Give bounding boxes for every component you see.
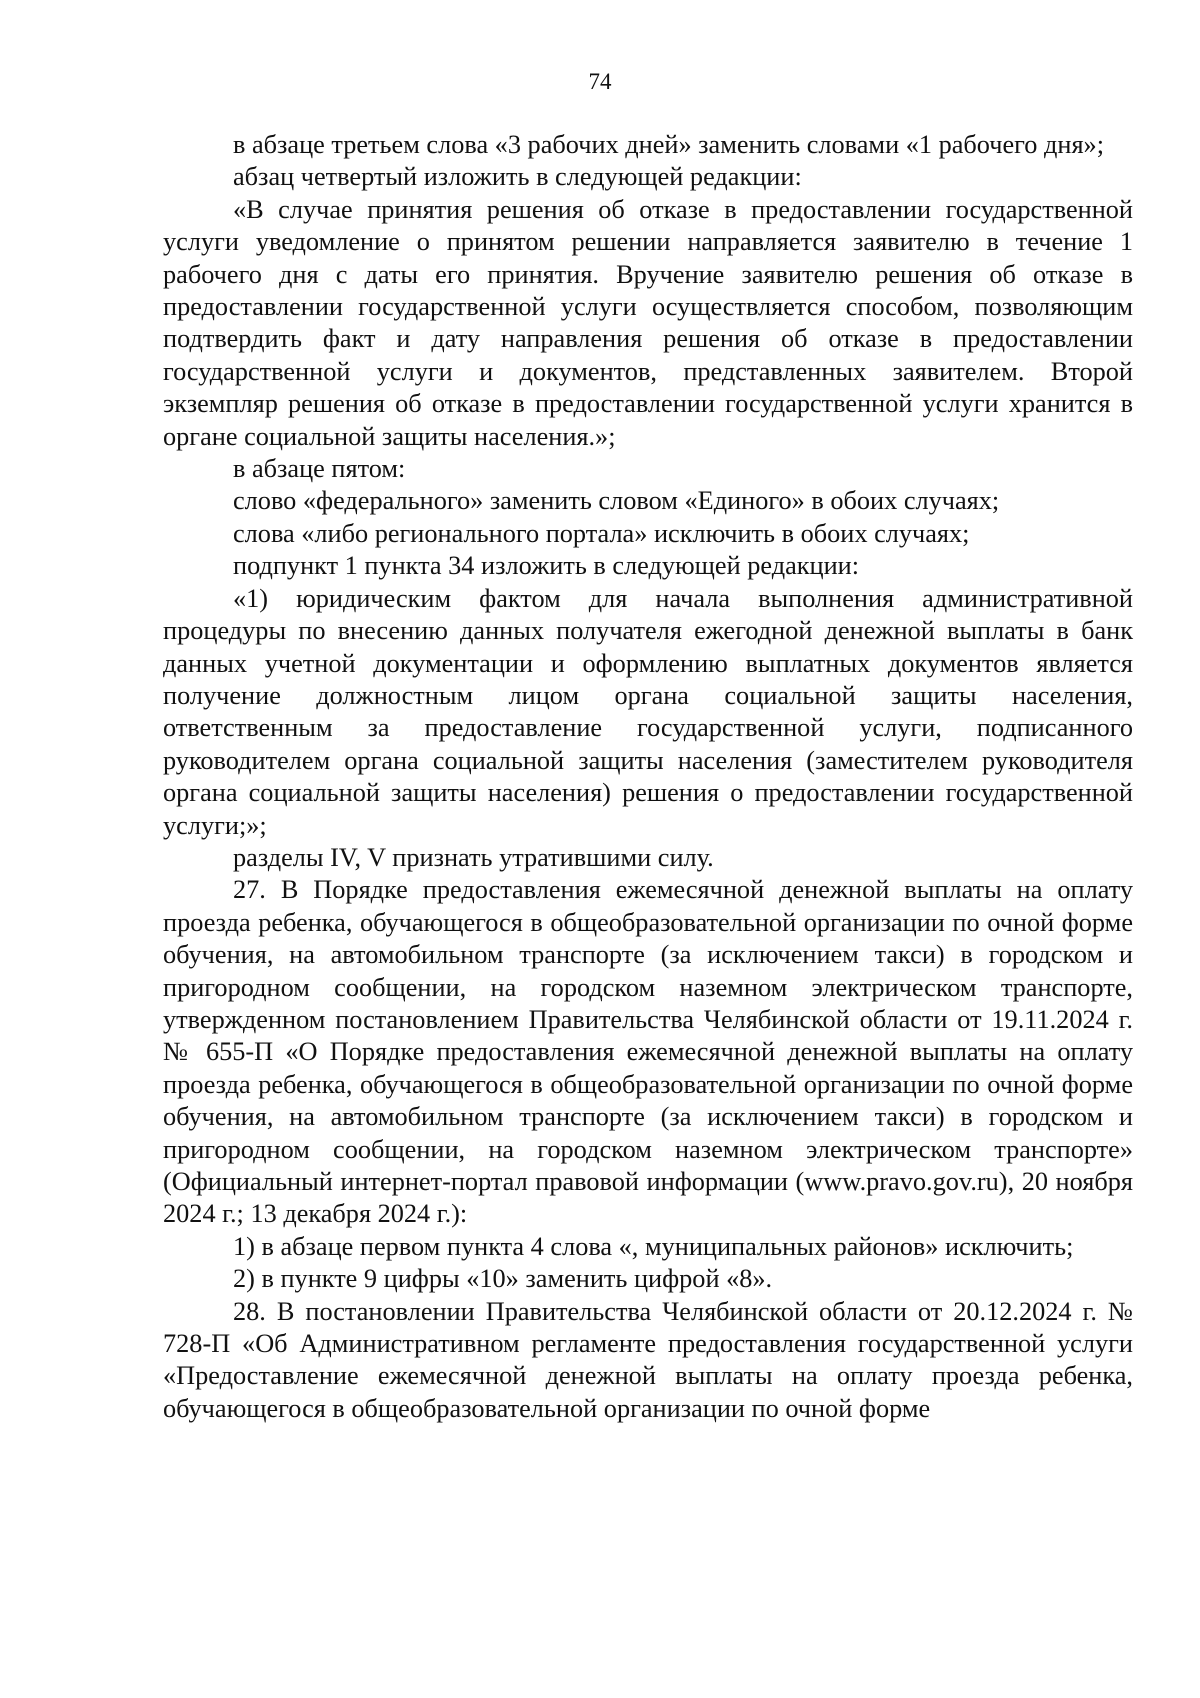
paragraph: в абзаце пятом: — [233, 454, 406, 484]
paragraph: 2) в пункте 9 цифры «10» заменить цифрой «8». — [233, 1264, 773, 1294]
page-number: 74 — [588, 69, 612, 94]
paragraph: разделы IV, V признать утратившими силу. — [233, 842, 714, 872]
paragraph: 27. В Порядке предоставления ежемесячной денежной выплаты на оплату проезда ребенка, обучающегося в общеобразовательной организации по очной форме обучения, на автомобильном транспорте (за исключением такси) в городском и пригородном сообщении, на городском наземном электрическом транспорте, утвержденном постановлением Правительства Челябинской области от 19.11.2024 г. № 655-П «О Порядке предоставления ежемесячной денежной выплаты на оплату проезда ребенка, обучающегося в общеобразовательной организации по очной форме обучения, на автомобильном транспорте (за исключением такси) в городском и пригородном сообщении, на городском наземном электрическом транспорте» (Официальный интернет-портал правовой информации (www.pravo.gov.ru), 20 ноября 2024 г.; 13 декабря 2024 г.): — [163, 875, 1133, 1229]
paragraph: 1) в абзаце первом пункта 4 слова «, муниципальных районов» исключить; — [233, 1231, 1074, 1261]
paragraph: слово «федерального» заменить словом «Единого» в обоих случаях; — [233, 486, 1000, 516]
paragraph: слова «либо регионального портала» исключить в обоих случаях; — [233, 518, 970, 548]
paragraph: подпункт 1 пункта 34 изложить в следующей редакции: — [233, 551, 860, 581]
paragraph: 28. В постановлении Правительства Челябинской области от 20.12.2024 г. № 728-П «Об Административном регламенте предоставления государственной услуги «Предоставление ежемесячной денежной выплаты на оплату проезда ребенка, обучающегося в общеобразовательной организации по очной форме — [163, 1296, 1133, 1423]
paragraph: «В случае принятия решения об отказе в предоставлении государственной услуги уведомление о принятом решении направляется заявителю в течение 1 рабочего дня с даты его принятия. Вручение заявителю решения об отказе в предоставлении государственной услуги осуществляется способом, позволяющим подтвердить факт и дату направления решения об отказе в предоставлении государственной услуги и документов, представленных заявителем. Второй экземпляр решения об отказе в предоставлении государственной услуги хранится в органе социальной защиты населения.»; — [163, 194, 1133, 451]
paragraph: «1) юридическим фактом для начала выполнения административной процедуры по внесению данных получателя ежегодной денежной выплаты в банк данных учетной документации и оформлению выплатных документов является получение должностным лицом органа социальной защиты населения, ответственным за предоставление государственной услуги, подписанного руководителем органа социальной защиты населения (заместителем руководителя органа социальной защиты населения) решения о предоставлении государственной услуги;»; — [163, 583, 1133, 840]
paragraph: в абзаце третьем слова «3 рабочих дней» заменить словами «1 рабочего дня»; — [233, 130, 1105, 159]
paragraph: абзац четвертый изложить в следующей редакции: — [233, 162, 802, 192]
document-body — [163, 129, 1133, 1425]
